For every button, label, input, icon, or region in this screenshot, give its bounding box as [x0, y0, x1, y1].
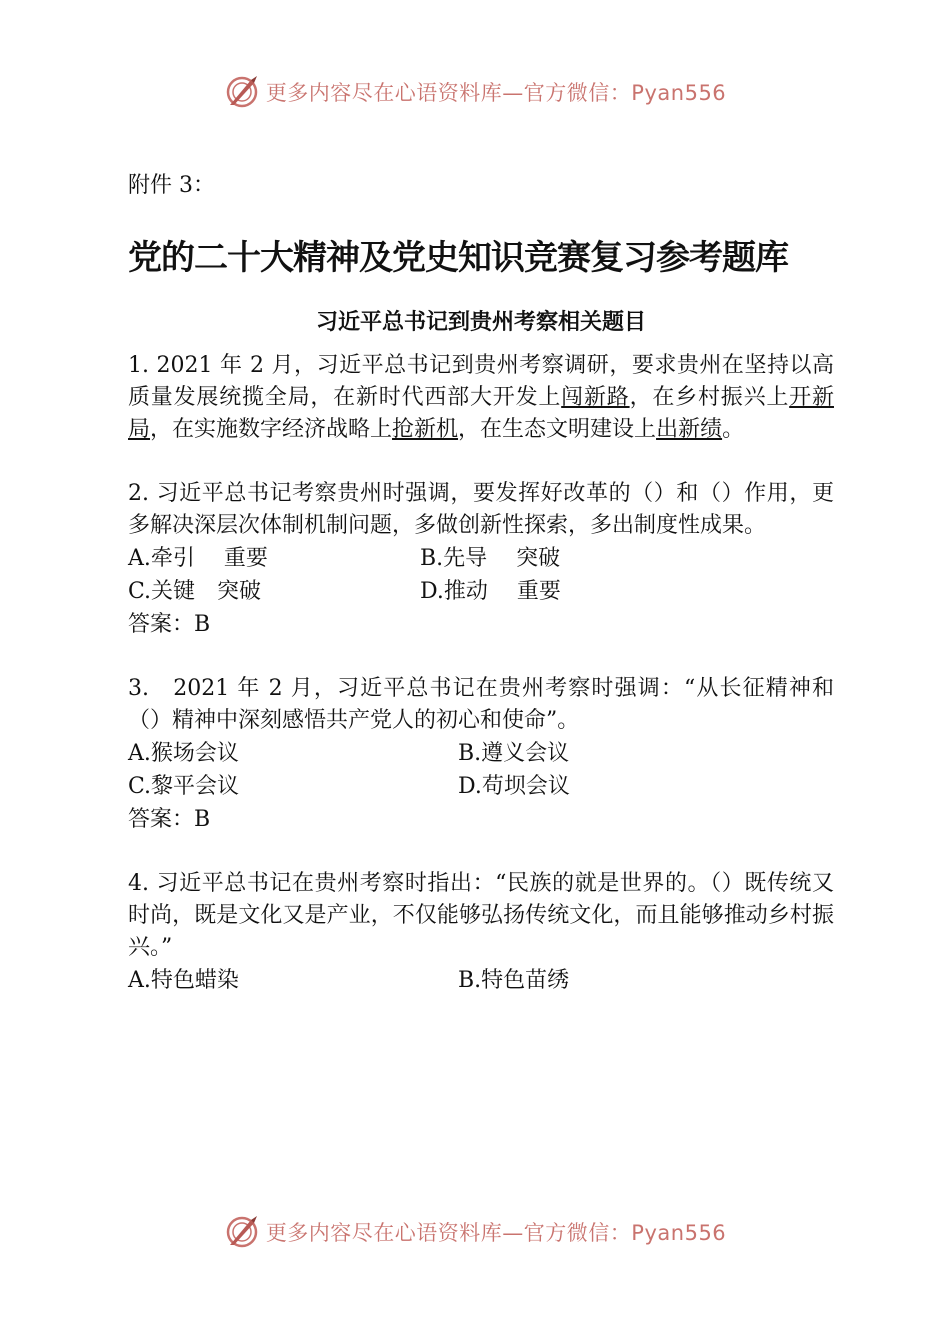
question-4-stem: 4. 习近平总书记在贵州考察时指出：“民族的就是世界的。（）既传统又时尚，既是文化又是产业，不仅能够弘扬传统文化，而且能够推动乡村振兴。” [128, 871, 834, 960]
underlined-keyword: 出新绩 [656, 417, 723, 442]
quill-logo-icon [224, 1214, 260, 1250]
option-b: B.先导 突破 [420, 546, 561, 571]
watermark-text: 更多内容尽在心语资料库—官方微信：Pyan556 [265, 81, 727, 105]
document-body [128, 168, 834, 997]
option-b: B.遵义会议 [458, 741, 570, 766]
question-1-text: 1. 2021 年 2 月，习近平总书记到贵州考察调研，要求贵州在坚持以高质量发展统揽全局，在新时代西部大开发上 [128, 353, 834, 410]
option-a: A.牵引 重要 [128, 546, 268, 571]
options-row [128, 737, 834, 770]
underlined-keyword: 闯新路 [561, 385, 630, 410]
question-1-text: ，在乡村振兴上 [629, 385, 790, 410]
option-b: B.特色苗绣 [458, 968, 570, 993]
options-row [128, 575, 834, 608]
question-2-answer: 答案：B [128, 612, 211, 637]
question-3-answer: 答案：B [128, 807, 211, 832]
options-row [128, 770, 834, 803]
option-c: C.黎平会议 [128, 774, 240, 799]
option-a: A.特色蜡染 [128, 968, 239, 993]
section-title: 习近平总书记到贵州考察相关题目 [315, 310, 646, 335]
question-2-stem: 2. 习近平总书记考察贵州时强调，要发挥好改革的（）和（）作用，更多解决深层次体制机制问题，多做创新性探索，多出制度性成果。 [128, 481, 834, 538]
underlined-keyword: 开新局 [128, 385, 834, 442]
question-1 [128, 350, 834, 446]
document-title: 党的二十大精神及党史知识竞赛复习参考题库 [128, 238, 788, 278]
options-row [128, 542, 834, 575]
option-d: D.推动 重要 [420, 579, 561, 604]
watermark-text: 更多内容尽在心语资料库—官方微信：Pyan556 [265, 1221, 727, 1245]
option-a: A.猴场会议 [128, 741, 239, 766]
quill-logo-icon [224, 74, 260, 110]
footer-watermark [0, 1210, 950, 1254]
options-row [128, 964, 834, 997]
question-1-text: ，在实施数字经济战略上 [150, 417, 393, 442]
underlined-keyword: 抢新机 [392, 417, 459, 442]
question-1-text: ，在生态文明建设上 [458, 417, 657, 442]
header-watermark [0, 70, 950, 114]
option-c: C.关键 突破 [128, 579, 262, 604]
attachment-label: 附件 3： [128, 173, 215, 198]
option-d: D.苟坝会议 [458, 774, 570, 799]
question-1-text: 。 [722, 417, 745, 442]
question-3-stem: 3. 2021 年 2 月，习近平总书记在贵州考察时强调：“从长征精神和（）精神中深刻感悟共产党人的初心和使命”。 [128, 676, 834, 733]
